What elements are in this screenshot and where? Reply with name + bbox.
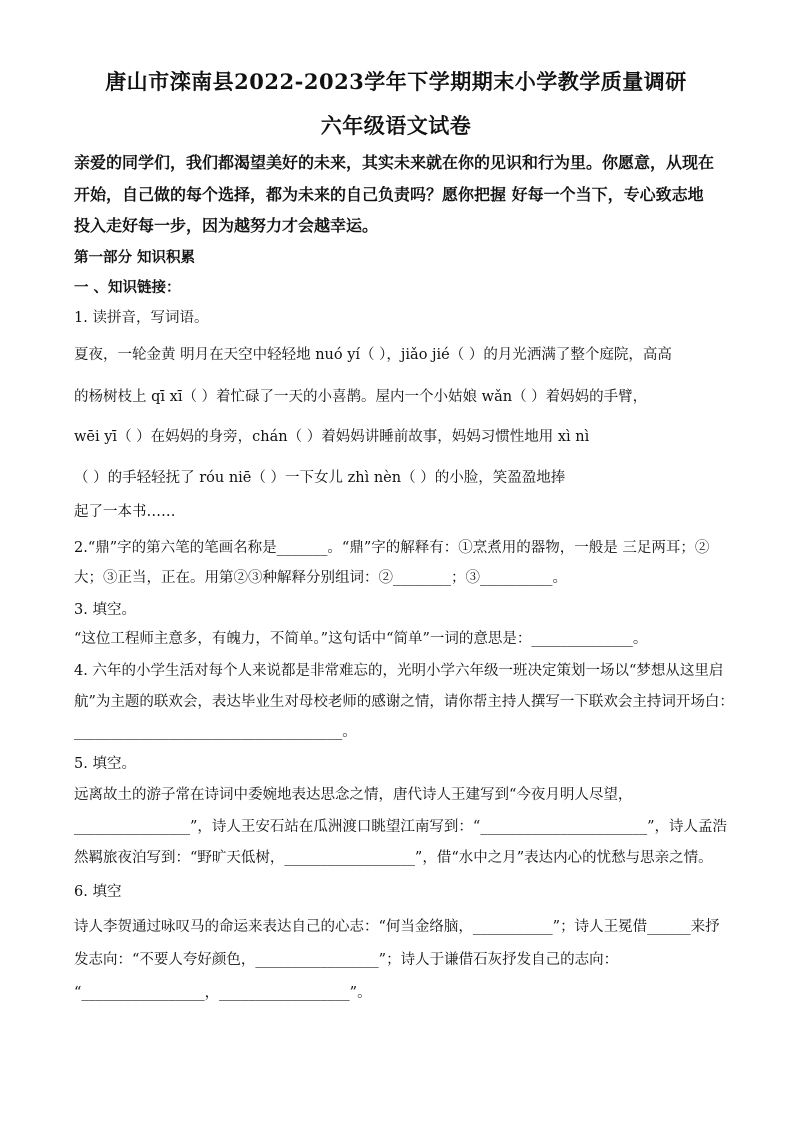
question-1-line-3: wēi yī（ ）在妈妈的身旁，chán（ ）着妈妈讲睡前故事，妈妈习惯性地用 xì nì (74, 429, 590, 445)
intro-line-1: 亲爱的同学们，我们都渴望美好的未来，其实未来就在你的见识和行为里。你愿意，从现在 (74, 153, 715, 172)
question-4-line-2: 航”为主题的联欢会，表达毕业生对母校老师的感谢之情，请你帮主持人撰写一下联欢会主持词开场白： (74, 694, 734, 710)
part-heading: 第一部分 知识积累 (74, 249, 196, 266)
question-2-line-2: 大；③正当，正在。用第②③种解释分别组词：②________；③__________。 (74, 570, 567, 586)
question-5-label: 5. 填空。 (74, 756, 136, 772)
question-6-label: 6. 填空 (74, 884, 122, 900)
question-2-line-1: 2.“鼎”字的第六笔的笔画名称是_______。“鼎”字的解释有：①烹煮用的器物，一般是 三足两耳；② (74, 540, 710, 556)
exam-title: 唐山市滦南县2022-2023学年下学期期末小学教学质量调研 (105, 69, 687, 94)
question-5-line-3: 然羁旅夜泊写到：“野旷天低树，__________________”，借“水中之月”表达内心的忧愁与思亲之情。 (74, 850, 713, 866)
section-heading: 一 、知识链接： (74, 279, 181, 296)
question-5-line-2: ________________”，诗人王安石站在瓜洲渡口眺望江南写到：“_______________________”，诗人孟浩 (74, 819, 727, 835)
question-5-line-1: 远离故土的游子常在诗词中委婉地表达思念之情，唐代诗人王建写到“今夜月明人尽望， (74, 787, 633, 803)
exam-subtitle: 六年级语文试卷 (320, 113, 472, 138)
question-3-label: 3. 填空。 (74, 602, 136, 618)
question-1-label: 1. 读拼音，写词语。 (74, 310, 209, 326)
question-1-line-5: 起了一本书…… (74, 504, 176, 520)
question-6-line-1: 诗人李贺通过咏叹马的命运来表达自己的心志：“何当金络脑，___________”；诗人王冕借______来抒 (74, 919, 720, 935)
question-3-line: “这位工程师主意多，有魄力，不简单。”这句话中“简单”一词的意思是：______________。 (74, 631, 648, 647)
question-6-line-2: 发志向：“不要人夸好颜色，_________________”；诗人于谦借石灰抒发自己的志向： (74, 952, 619, 968)
question-1-line-1: 夏夜，一轮金黄 明月在天空中轻轻地 nuó yí（ ），jiǎo jié（ ）的月光洒满了整个庭院，高高 (74, 347, 672, 363)
question-1-line-2: 的杨树枝上 qī xī（ ）着忙碌了一天的小喜鹊。屋内一个小姑娘 wǎn（ ）着妈妈的手臂， (74, 389, 648, 405)
intro-line-3: 投入走好每一步，因为越努力才会越幸运。 (74, 216, 379, 235)
question-4-line-1: 4. 六年的小学生活对每个人来说都是非常难忘的，光明小学六年级一班决定策划一场以“梦想从这里启 (74, 663, 724, 679)
question-4-answer-line: _____________________________________。 (74, 724, 357, 740)
question-1-line-4: （ ）的手轻轻抚了 róu niē（ ）一下女儿 zhì nèn（ ）的小脸，笑盈盈地捧 (74, 470, 566, 486)
question-6-line-3: “_________________，__________________”。 (74, 985, 372, 1001)
intro-line-2: 开始，自己做的每个选择，都为未来的自己负责吗？愿你把握 好每一个当下，专心致志地 (74, 185, 704, 204)
